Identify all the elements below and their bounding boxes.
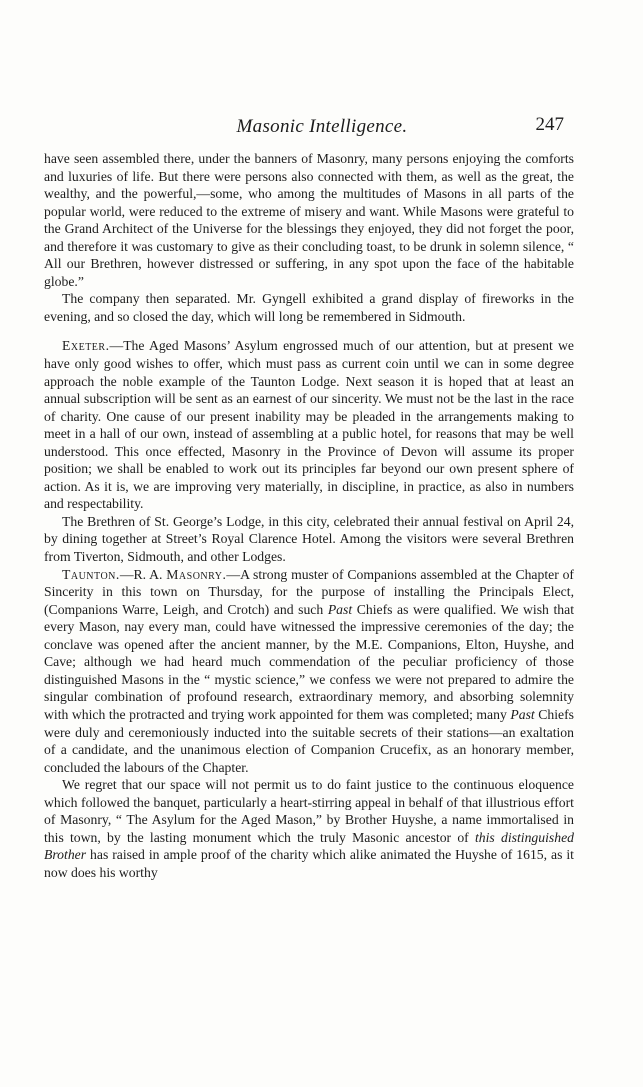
text-run: has raised in ample proof of the charity which alike animated the Huyshe of 1615, as it now does his worthy [44,847,574,880]
text-run: —A strong muster of Companions assembled at the Chapter of Sincerity in this town on Thursday, for the purpose of installing the Principals Elect, (Companions Warre, Leigh, and Crotch) and such [44,566,574,617]
text-run: Chiefs as were qualified. We wish that every Mason, nay every man, could have witnessed the impressive ceremonies of the day; the conclave was opened after the ancient manner, by the M.E. Companions, Elton, Huyshe, and Cave; although we had heard much commendation of the peculiar proficiency of those distinguished Masons in the “ mystic science,” we confess we were not prepared to admire the singular combination of profound research, extraordinary memory, and absorbing solemnity with which the protracted and trying work appointed for them was completed; many [44,601,574,722]
paragraph-p4 [44,513,574,566]
text-run: Chiefs were duly and ceremoniously inducted into the suitable secrets of their stations—an exaltation of a candidate, and the unanimous election of Companion Crucefix, as an honorary member, concluded the labours of the Chapter. [44,706,574,775]
paragraph-p6 [44,776,574,881]
text-run: The company then separated. Mr. Gyngell exhibited a grand display of fireworks in the evening, and so closed the day, which will long be remembered in Sidmouth. [44,291,574,324]
paragraph-p3 [44,337,574,512]
paragraph-p2 [44,290,574,325]
page-number: 247 [535,114,564,135]
text-run: this distinguished Brother [44,829,574,863]
body-text [44,150,574,881]
text-run: Taunton. [62,566,120,582]
text-run: Past [510,706,535,722]
running-header [70,112,574,142]
paragraph-p5 [44,566,574,777]
text-run: have seen assembled there, under the banners of Masonry, many persons enjoying the comforts and luxuries of life. But there were persons also connected with them, as well as the great, the wealthy, and the powerful,—some, who among the multitudes of Masons in all parts of the popular world, were reduced to the extreme of misery and want. While Masons were grateful to the Grand Architect of the Universe for the blessings they enjoyed, they did not forget the poor, and therefore it was customary to give as their concluding toast, to be drunk in solemn silence, “ All our Brethren, however distressed or suffering, in any spot upon the face of the habitable globe.” [44,151,574,289]
text-run: Exeter. [62,338,110,354]
text-run: The Brethren of St. George’s Lodge, in this city, celebrated their annual festival on April 24, by dining together at Street’s Royal Clarence Hotel. Among the visitors were several Brethren from Tiverton, Sidmouth, and other Lodges. [44,513,574,565]
text-run: We regret that our space will not permit us to do faint justice to the continuous eloquence which followed the banquet, particularly a heart-stirring appeal in behalf of that illustrious effort of Masonry, “ The Asylum for the Aged Mason,” by Brother Huyshe, a name immortalised in this town, by the lasting monument which the truly Masonic ancestor of [44,777,574,845]
text-run: Masonry. [166,566,227,582]
running-title: Masonic Intelligence. [236,116,408,137]
text-run: Past [327,601,353,617]
text-run: —The Aged Masons’ Asylum engrossed much of our attention, but at present we have only good wishes to offer, which must pass as current coin until we can in some degree approach the noble example of the Taunton Lodge. Next season it is hoped that at least an annual subscription will be sent as an earnest of our sincerity. We must not be the last in the race of charity. One cause of our present inability may be pleaded in the arrangements making to meet in a hall of our own, instead of assembling at a public hotel, for reasons that may be well understood. This once effected, Masonry in the Province of Devon will assume its proper position; we shall be enabled to work out its principles far beyond our own present sphere of action. As it is, we are improving very materially, in discipline, in practice, as also in numbers and respectability. [44,338,574,512]
text-run: —R. A. [119,566,167,582]
paragraph-p1 [44,150,574,290]
